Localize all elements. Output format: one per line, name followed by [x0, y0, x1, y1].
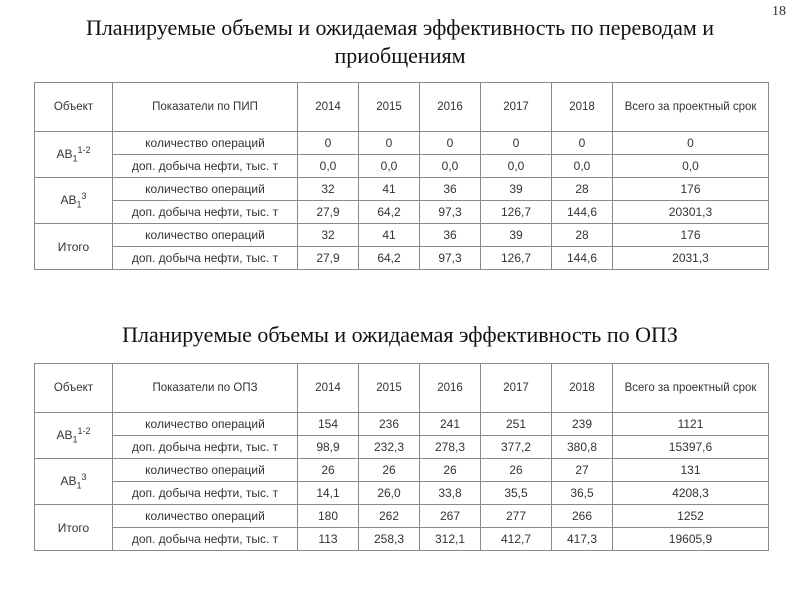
value-cell: 27,9	[298, 247, 359, 270]
value-cell: 28	[552, 224, 613, 247]
value-cell: 26	[359, 459, 420, 482]
total-cell: 4208,3	[613, 482, 769, 505]
table-row	[35, 459, 769, 482]
object-name: АВ	[60, 474, 77, 489]
value-cell: 97,3	[420, 247, 481, 270]
indicator-cell: доп. добыча нефти, тыс. т	[113, 436, 298, 459]
header-year: 2017	[481, 83, 552, 132]
indicator-cell: количество операций	[113, 505, 298, 528]
header-year: 2014	[298, 83, 359, 132]
table1-title: Планируемые объемы и ожидаемая эффективность по переводам и приобщениям	[85, 15, 715, 68]
value-cell: 0,0	[420, 155, 481, 178]
total-cell: 0	[613, 132, 769, 155]
total-cell: 20301,3	[613, 201, 769, 224]
header-year: 2014	[298, 364, 359, 413]
value-cell: 277	[481, 505, 552, 528]
table-row	[35, 155, 769, 178]
object-cell	[35, 178, 113, 224]
object-subscript: 1	[76, 480, 82, 491]
header-year: 2016	[420, 83, 481, 132]
value-cell: 312,1	[420, 528, 481, 551]
table-header-row	[35, 83, 769, 132]
object-subscript: 1	[72, 153, 78, 164]
value-cell: 98,9	[298, 436, 359, 459]
indicator-cell: количество операций	[113, 413, 298, 436]
indicator-cell: количество операций	[113, 459, 298, 482]
table-header-row	[35, 364, 769, 413]
table2-title: Планируемые объемы и ожидаемая эффективность по ОПЗ	[122, 322, 678, 347]
value-cell: 377,2	[481, 436, 552, 459]
table-opz	[34, 363, 769, 551]
value-cell: 144,6	[552, 247, 613, 270]
indicator-cell: количество операций	[113, 224, 298, 247]
table-row	[35, 224, 769, 247]
value-cell: 0	[298, 132, 359, 155]
value-cell: 239	[552, 413, 613, 436]
total-cell: 2031,3	[613, 247, 769, 270]
value-cell: 36,5	[552, 482, 613, 505]
value-cell: 113	[298, 528, 359, 551]
value-cell: 26	[298, 459, 359, 482]
value-cell: 0,0	[359, 155, 420, 178]
indicator-cell: доп. добыча нефти, тыс. т	[113, 482, 298, 505]
value-cell: 0	[359, 132, 420, 155]
table-row	[35, 482, 769, 505]
total-cell: 19605,9	[613, 528, 769, 551]
indicator-cell: количество операций	[113, 178, 298, 201]
value-cell: 33,8	[420, 482, 481, 505]
object-cell	[35, 224, 113, 270]
value-cell: 27,9	[298, 201, 359, 224]
value-cell: 144,6	[552, 201, 613, 224]
table-row	[35, 528, 769, 551]
header-total: Всего за проектный срок	[613, 83, 769, 132]
value-cell: 0	[552, 132, 613, 155]
value-cell: 36	[420, 178, 481, 201]
object-name: Итого	[57, 520, 90, 535]
table-row	[35, 436, 769, 459]
value-cell: 236	[359, 413, 420, 436]
value-cell: 97,3	[420, 201, 481, 224]
value-cell: 180	[298, 505, 359, 528]
object-name: Итого	[57, 239, 90, 254]
value-cell: 27	[552, 459, 613, 482]
indicator-cell: доп. добыча нефти, тыс. т	[113, 155, 298, 178]
object-name: АВ	[60, 193, 77, 208]
object-superscript: 1-2	[77, 145, 91, 156]
value-cell: 39	[481, 224, 552, 247]
value-cell: 26	[420, 459, 481, 482]
header-year: 2015	[359, 83, 420, 132]
total-cell: 0,0	[613, 155, 769, 178]
value-cell: 64,2	[359, 201, 420, 224]
object-superscript: 3	[81, 472, 87, 483]
slide-number: 18	[772, 4, 786, 19]
value-cell: 380,8	[552, 436, 613, 459]
table-row	[35, 247, 769, 270]
value-cell: 262	[359, 505, 420, 528]
table-transfers	[34, 82, 769, 270]
indicator-cell: доп. добыча нефти, тыс. т	[113, 201, 298, 224]
value-cell: 241	[420, 413, 481, 436]
object-subscript: 1	[72, 434, 78, 445]
object-superscript: 1-2	[77, 426, 91, 437]
value-cell: 267	[420, 505, 481, 528]
object-name: АВ	[56, 147, 73, 162]
value-cell: 412,7	[481, 528, 552, 551]
total-cell: 131	[613, 459, 769, 482]
header-year: 2015	[359, 364, 420, 413]
object-cell	[35, 413, 113, 459]
header-object: Объект	[35, 83, 113, 132]
object-superscript: 3	[81, 191, 87, 202]
value-cell: 28	[552, 178, 613, 201]
value-cell: 0,0	[552, 155, 613, 178]
table-row	[35, 413, 769, 436]
value-cell: 278,3	[420, 436, 481, 459]
total-cell: 15397,6	[613, 436, 769, 459]
object-cell	[35, 505, 113, 551]
value-cell: 0,0	[481, 155, 552, 178]
header-year: 2017	[481, 364, 552, 413]
value-cell: 0	[481, 132, 552, 155]
header-year: 2016	[420, 364, 481, 413]
object-subscript: 1	[76, 199, 82, 210]
value-cell: 258,3	[359, 528, 420, 551]
value-cell: 154	[298, 413, 359, 436]
value-cell: 232,3	[359, 436, 420, 459]
table-row	[35, 132, 769, 155]
value-cell: 0	[420, 132, 481, 155]
header-total: Всего за проектный срок	[613, 364, 769, 413]
value-cell: 32	[298, 178, 359, 201]
indicator-cell: количество операций	[113, 132, 298, 155]
value-cell: 39	[481, 178, 552, 201]
value-cell: 14,1	[298, 482, 359, 505]
indicator-cell: доп. добыча нефти, тыс. т	[113, 247, 298, 270]
total-cell: 1252	[613, 505, 769, 528]
value-cell: 251	[481, 413, 552, 436]
indicator-cell: доп. добыча нефти, тыс. т	[113, 528, 298, 551]
table-row	[35, 201, 769, 224]
value-cell: 417,3	[552, 528, 613, 551]
header-indicator: Показатели по ПИП	[113, 83, 298, 132]
value-cell: 266	[552, 505, 613, 528]
table-row	[35, 505, 769, 528]
header-indicator: Показатели по ОПЗ	[113, 364, 298, 413]
value-cell: 126,7	[481, 201, 552, 224]
value-cell: 0,0	[298, 155, 359, 178]
value-cell: 41	[359, 224, 420, 247]
total-cell: 176	[613, 178, 769, 201]
value-cell: 26,0	[359, 482, 420, 505]
total-cell: 1121	[613, 413, 769, 436]
value-cell: 26	[481, 459, 552, 482]
object-name: АВ	[56, 428, 73, 443]
total-cell: 176	[613, 224, 769, 247]
value-cell: 35,5	[481, 482, 552, 505]
value-cell: 126,7	[481, 247, 552, 270]
header-year: 2018	[552, 83, 613, 132]
value-cell: 32	[298, 224, 359, 247]
value-cell: 64,2	[359, 247, 420, 270]
header-object: Объект	[35, 364, 113, 413]
header-year: 2018	[552, 364, 613, 413]
object-cell	[35, 132, 113, 178]
table-row	[35, 178, 769, 201]
value-cell: 41	[359, 178, 420, 201]
value-cell: 36	[420, 224, 481, 247]
object-cell	[35, 459, 113, 505]
